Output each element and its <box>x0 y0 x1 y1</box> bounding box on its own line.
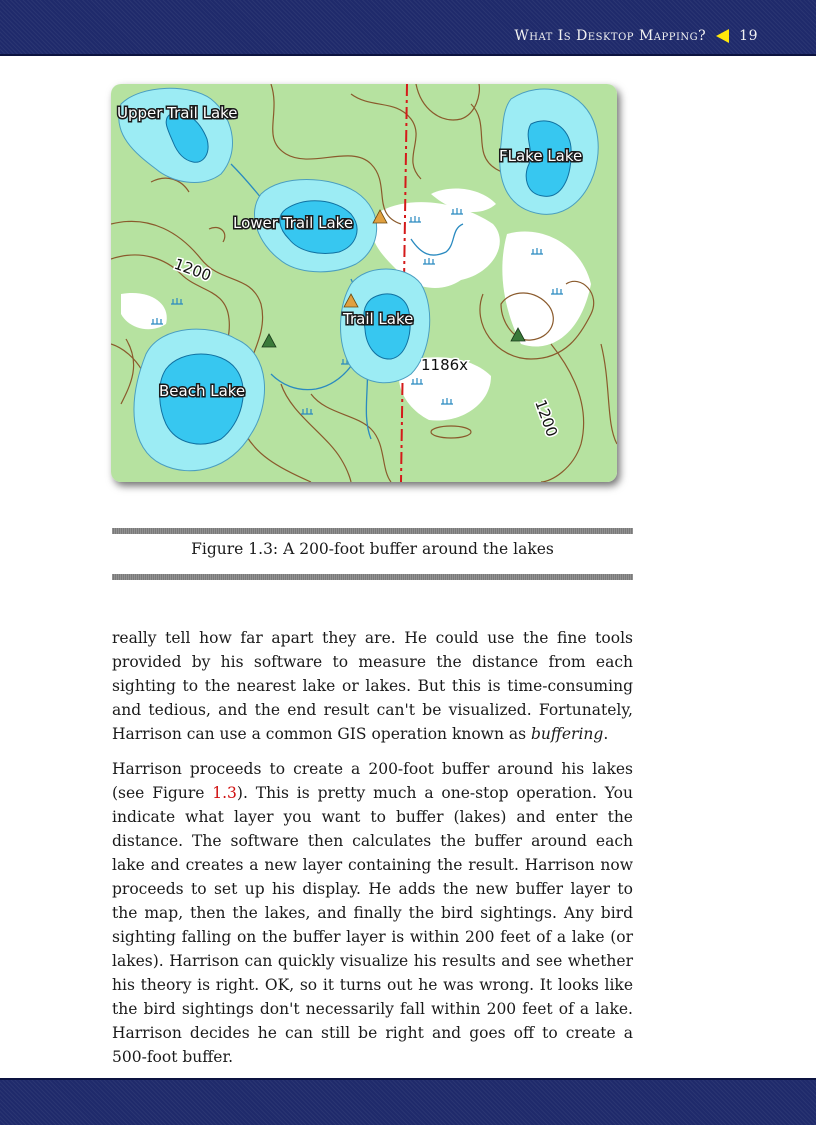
label-trail-lake: Trail Lake <box>343 310 414 328</box>
emphasized-term: buffering <box>530 725 604 743</box>
figure-caption: Figure 1.3: A 200-foot buffer around the lakes <box>191 540 554 558</box>
label-beach-lake: Beach Lake <box>159 382 246 400</box>
paragraph-1-text: really tell how far apart they are. He could use the fine tools provided by his software to measure the distance from each sighting to the nearest lake or lakes. But this is time-consuming and tedious, and the end result can't be visualized. Fortunately, Harrison can use a common GIS operation known as <box>112 629 633 743</box>
page-number: 19 <box>739 28 758 44</box>
figure-reference-link[interactable]: 1.3 <box>212 784 237 802</box>
back-arrow-icon[interactable] <box>716 29 729 43</box>
paragraph-2-rest: ). This is pretty much a one-stop operation. You indicate what layer you want to buffer (lakes) and enter the distance. The software then calculates the buffer around each lake and creates a new layer containing the result. Harrison now proceeds to set up his display. He adds the new buffer layer to the map, then the lakes, and finally the bird sightings. Any bird sighting falling on the buffer layer is within 200 feet of a lake (or lakes). Harrison can quickly visualize his results and see whether his theory is right. OK, so it turns out he was wrong. It looks like the bird sightings don't necessarily fall within 200 feet of a lake. Harrison decides he can still be right and goes off to create a 500-foot buffer. <box>112 784 633 1066</box>
header-band <box>0 0 816 56</box>
running-head <box>514 28 758 44</box>
caption-top-rule <box>112 528 633 534</box>
benchmark-label: 1186x <box>421 356 469 374</box>
label-lower-trail-lake: Lower Trail Lake <box>233 214 354 232</box>
footer-band <box>0 1078 816 1125</box>
paragraph-2 <box>112 757 633 1069</box>
paragraph-1-end: . <box>603 725 609 743</box>
contour-label: 1200 <box>531 397 562 440</box>
caption-bottom-rule <box>112 574 633 580</box>
label-upper-trail-lake: Upper Trail Lake <box>117 104 238 122</box>
running-title: What Is Desktop Mapping? <box>514 28 707 44</box>
paragraph-1 <box>112 626 633 746</box>
body-text <box>112 626 633 1080</box>
contour-label: 1200 <box>171 254 214 285</box>
paragraph-2-start: Harrison proceeds to create a 200-foot buffer around his lakes (see Figure <box>112 760 633 802</box>
map-svg <box>111 84 617 482</box>
map-figure <box>111 84 617 482</box>
label-flake-lake: FLake Lake <box>499 147 583 165</box>
